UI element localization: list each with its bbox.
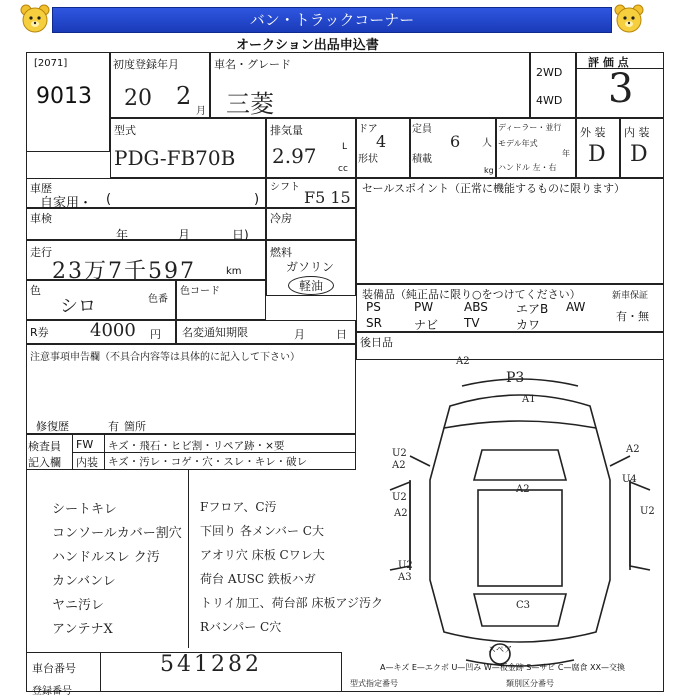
new-reg-label: 新車保証 <box>612 291 649 301</box>
usage-value: 自家用・ <box>40 196 93 211</box>
model-year-label: モデル年式 <box>498 139 538 148</box>
drive-2wd: 2WD <box>536 66 563 79</box>
inspection-day: 日) <box>232 228 249 242</box>
name-change-month: 月 <box>294 328 305 341</box>
recycle-value: 4000 <box>90 320 136 341</box>
equipment-item: PW <box>414 300 434 314</box>
remarks-divider <box>188 470 189 648</box>
equipment-label: 装備品（純正品に限り○をつけてください） <box>362 288 581 301</box>
equipment-item: SR <box>366 316 382 330</box>
displacement-unit-cc: cc <box>338 164 348 174</box>
check-fw: FW <box>76 438 94 451</box>
grade-label: 評 価 点 <box>588 56 629 69</box>
equipment-item: ナビ <box>414 318 439 332</box>
doors-label: ドア <box>358 124 378 135</box>
shape-label: 形状 <box>358 154 378 165</box>
shift-value: F5 15 <box>304 188 351 207</box>
inspection-label: 車検 <box>30 212 52 225</box>
remark-right-item: 下回り 各メンバー C大 <box>200 524 324 538</box>
damage-mark: U2 <box>392 492 407 503</box>
chassis-label: 車台番号 <box>32 662 76 675</box>
displacement-value: 2.97 <box>272 144 317 168</box>
fuel-label: 燃料 <box>270 246 292 259</box>
damage-mark: A2 <box>394 508 408 519</box>
mileage-value: 23万7千597 <box>52 259 196 284</box>
inspection-year: 年 <box>116 228 129 242</box>
interior-value: D <box>630 142 648 167</box>
color-code-label: 色コード <box>180 286 220 297</box>
month-unit: 月 <box>196 106 206 117</box>
exterior-label: 外 装 <box>580 126 606 139</box>
handle-label: ハンドル 左・右 <box>498 163 557 172</box>
selling-points-label: セールスポイント（正常に機能するものに限ります） <box>362 182 626 195</box>
vehicle-label: 車名・グレード <box>214 58 291 71</box>
usage-paren-close: ) <box>254 192 260 207</box>
damage-mark: A3 <box>398 572 412 583</box>
inspection-cell <box>26 208 266 240</box>
year-unit: 年 <box>562 149 570 158</box>
equipment-item: カワ <box>516 318 541 332</box>
exterior-value: D <box>588 142 606 167</box>
first-reg-year: 20 <box>124 86 152 111</box>
model-label: 型式 <box>114 124 136 137</box>
damage-mark: A2 <box>516 484 530 495</box>
remark-right-item: トリイ加工、荷台部 床板アジ汚ク <box>200 596 383 610</box>
notes-label: 注意事項申告欄（不具合内容等は具体的に記入して下さい） <box>30 352 300 363</box>
remark-left-item: アンテナX <box>52 622 113 637</box>
new-reg-value: 有・無 <box>616 310 649 323</box>
equipment-item: PS <box>366 300 381 314</box>
diagram-caption: スペア <box>488 645 512 654</box>
after-cell <box>356 332 664 360</box>
damage-mark: C3 <box>516 600 531 611</box>
recycle-unit: 円 <box>150 328 161 341</box>
vehicle-damage-diagram <box>370 370 664 670</box>
repair-label: 修復歴 <box>36 420 69 433</box>
damage-mark: A1 <box>522 394 536 405</box>
first-reg-month: 2 <box>176 82 192 110</box>
interior-label: 内 装 <box>624 126 650 139</box>
doors-value: 4 <box>376 132 387 151</box>
fuel-gasoline: ガソリン <box>286 260 335 274</box>
color-value: シロ <box>60 296 96 317</box>
usage-paren-open: ( <box>106 192 112 207</box>
lot-number: 9013 <box>36 84 92 109</box>
check-inner: 内装 <box>76 456 98 469</box>
repair-place: 箇所 <box>124 420 146 433</box>
capacity-label: 定員 <box>412 124 432 135</box>
drive-cell <box>530 52 576 118</box>
after-label: 後日品 <box>360 336 393 349</box>
equipment-item: ABS <box>464 300 488 314</box>
footer-reg: 登録番号 <box>32 686 72 697</box>
check-divider <box>72 452 356 453</box>
damage-mark: U2 <box>392 448 407 459</box>
header-bar <box>0 0 700 38</box>
remark-right-item: Rバンパー C穴 <box>200 620 282 634</box>
capacity-value: 6 <box>450 132 461 151</box>
vehicle-maker: 三菱 <box>226 90 274 118</box>
displacement-unit-l: L <box>342 142 348 152</box>
entry-label: 記入欄 <box>28 456 61 469</box>
inspector-label: 検査員 <box>28 440 61 453</box>
name-change-day: 日 <box>336 328 347 341</box>
mileage-unit: km <box>226 266 242 277</box>
footer-class-no: 類別区分番号 <box>506 679 554 688</box>
remark-right-item: 荷台 AUSC 鉄板ハガ <box>200 572 316 586</box>
damage-mark: U4 <box>622 474 637 485</box>
dealer-label: ディーラー・並行 <box>498 123 562 132</box>
ac-label: 冷房 <box>270 212 292 225</box>
check-fw-items: キズ・飛石・ヒビ割・リペア跡・×要 <box>108 440 285 452</box>
inspection-month: 月 <box>178 228 191 242</box>
damage-mark: A2 <box>626 444 640 455</box>
drive-4wd: 4WD <box>536 94 563 107</box>
usage-label: 車歴 <box>30 182 52 195</box>
color-label: 色 <box>30 284 41 297</box>
damage-mark: A2 <box>456 356 470 367</box>
displacement-label: 排気量 <box>270 124 303 137</box>
fuel-diesel: 軽油 <box>288 276 334 295</box>
chassis-value: 541282 <box>160 652 262 677</box>
mileage-label: 走行 <box>30 246 52 259</box>
load-label: 積載 <box>412 154 432 165</box>
check-inner-items: キズ・汚レ・コゲ・穴・スレ・キレ・破レ <box>108 456 308 468</box>
first-reg-label: 初度登録年月 <box>113 58 179 71</box>
diagram-legend: A—キズ E—エクボ U—凹み W—板金跡 S—サビ C—腐食 XX—交換 <box>380 663 626 672</box>
capacity-unit: 人 <box>482 138 492 149</box>
header-title: バン・トラックコーナー <box>52 7 612 33</box>
lot-code: [2071] <box>34 58 68 69</box>
remark-right-item: アオリ穴 床板 Cワレ大 <box>200 548 325 562</box>
color-no-label: 色番 <box>148 294 168 305</box>
sheet-title: オークション出品申込書 <box>236 38 379 53</box>
damage-mark: A2 <box>392 460 406 471</box>
equipment-item: TV <box>464 316 480 330</box>
remark-left-item: カンバンレ <box>52 574 116 589</box>
repair-value: 有 <box>108 420 119 433</box>
shift-label: シフト <box>270 182 300 193</box>
diagram-front-label: P3 <box>506 370 525 386</box>
load-unit: kg <box>484 166 494 175</box>
damage-mark: U2 <box>398 560 413 571</box>
remark-left-item: コンソールカバー割穴 <box>52 526 182 541</box>
grade-value: 3 <box>608 66 634 112</box>
equipment-item: AW <box>566 300 586 314</box>
equipment-item: エアB <box>516 302 549 316</box>
recycle-label: R券 <box>30 326 49 339</box>
chassis-divider <box>100 652 101 692</box>
name-change-label: 名変通知期限 <box>182 326 248 339</box>
remark-left-item: ヤニ汚レ <box>52 598 105 613</box>
model-value: PDG-FB70B <box>114 146 236 170</box>
remark-left-item: シートキレ <box>52 502 117 517</box>
bear-mascot-icon <box>612 2 646 36</box>
footer-type-no: 型式指定番号 <box>350 679 398 688</box>
remark-left-item: ハンドルスレ ク汚 <box>52 550 160 565</box>
auction-sheet <box>0 38 700 700</box>
remark-right-item: Fフロア、C汚 <box>200 500 277 514</box>
bear-mascot-icon <box>18 2 52 36</box>
damage-mark: U2 <box>640 506 655 517</box>
